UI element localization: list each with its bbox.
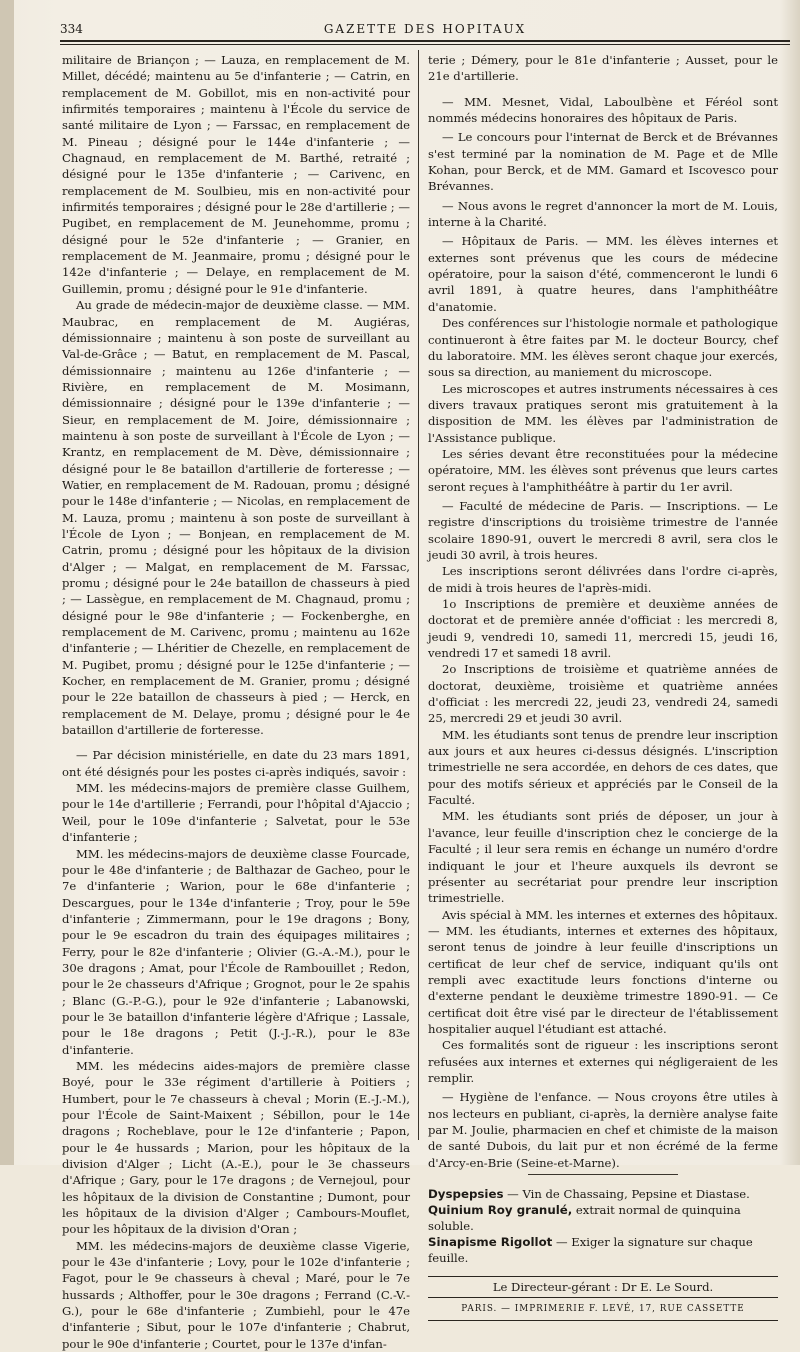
ad-text: — Exiger la signature sur chaque feuille. xyxy=(428,1235,753,1266)
ad-line xyxy=(428,1202,778,1234)
paragraph: 2o Inscriptions de troisième et quatrième années de doctorat, deuxième, troisième et quatrième années d'officiat : les mercredi 22, jeudi 23, vendredi 24, samedi 25, mercredi 29 et jeudi 30 avril. xyxy=(428,662,778,726)
header-rule-thick xyxy=(60,40,790,42)
paragraph: MM. les médecins-majors de deuxième classe Fourcade, pour le 48e d'infanterie ; de Balthazar de Gacheo, pour le 7e d'infanterie ; Warion, pour le 68e d'infanterie ; Descargues, pour le 134e d'infanterie ; Troy, pour le 59e d'infanterie ; Zimmermann, pour le 19e dragons ; Bony, pour le 9e escadron du train des équipages militaires ; Ferry, pour le 82e d'infanterie ; Olivier (G.-A.-M.), pour le 30e dragons ; Amat, pour l'École de Rambouillet ; Redon, pour le 2e chasseurs d'Afrique ; Grognot, pour le 2e spahis ; Blanc (G.-P.-G.), pour le 92e d'infanterie ; Labanowski, pour le 3e bataillon d'infanterie légère d'Afrique ; Lassale, pour le 18e dragons ; Petit (J.-J.-R.), pour le 83e d'infanterie. xyxy=(62,846,410,1057)
ad-product-name: Dyspepsies xyxy=(428,1187,504,1202)
left-column xyxy=(62,52,410,1352)
signature-rule xyxy=(428,1276,778,1277)
paragraph: Les inscriptions seront délivrées dans l'ordre ci-après, de midi à trois heures de l'après-midi. xyxy=(428,564,778,595)
right-column xyxy=(428,52,778,1321)
section-separator xyxy=(528,1174,678,1175)
paragraph: Les microscopes et autres instruments nécessaires à ces divers travaux pratiques seront mis gratuitement à la disposition de MM. les élèves par l'administration de l'Assistance publique. xyxy=(428,381,778,445)
binding-gutter xyxy=(0,0,14,1165)
ad-product-name: Quinium Roy granulé, xyxy=(428,1203,573,1218)
paragraph: MM. les étudiants sont priés de déposer, un jour à l'avance, leur feuille d'inscription chez le concierge de la Faculté ; il leur sera remis en échange un numéro d'ordre indiquant le jour et l'heure auxquels ils devront se présenter au secrétariat pour prendre leur inscription trimestrielle. xyxy=(428,809,778,906)
page-number: 334 xyxy=(60,22,83,36)
paragraph: — Par décision ministérielle, en date du 23 mars 1891, ont été désignés pour les postes ci-après indiqués, savoir : xyxy=(62,748,410,779)
paragraph: Avis spécial à MM. les internes et externes des hôpitaux. — MM. les étudiants, internes et externes des hôpitaux, seront tenus de joindre à leur feuille d'inscriptions un certificat de leur chef de service, indiquant qu'ils ont rempli avec exactitude leurs fonctions d'interne ou d'externe pendant le deuxième trimestre 1890-91. — Ce certificat doit être visé par le directeur de l'établissement hospitalier auquel l'étudiant est attaché. xyxy=(428,907,778,1036)
paragraph: MM. les médecins aides-majors de première classe Boyé, pour le 33e régiment d'artillerie à Poitiers ; Humbert, pour le 7e chasseurs à cheval ; Morin (E.-J.-M.), pour l'École de Saint-Maixent ; Sébillon, pour le 14e dragons ; Rocheblave, pour le 12e d'infanterie ; Papon, pour le 4e hussards ; Marion, pour les hôpitaux de la division d'Alger ; Licht (A.-E.), pour le 3e chasseurs d'Afrique ; Gary, pour le 17e dragons ; de Vernejoul, pour les hôpitaux de la division de Constantine ; Dumont, pour les hôpitaux de la division d'Alger ; Cambours-Mouflet, pour les hôpitaux de la division d'Oran ; xyxy=(62,1058,410,1237)
paragraph: — Hôpitaux de Paris. — MM. les élèves internes et externes sont prévenus que les cours de médecine opératoire, pour la saison d'été, commenceront le lundi 6 avril 1891, à quatre heures, dans l'amphithéâtre d'anatomie. xyxy=(428,234,778,314)
paragraph: MM. les médecins-majors de deuxième classe Vigerie, pour le 43e d'infanterie ; Lovy, pour le 102e d'infanterie ; Fagot, pour le 9e chasseurs à cheval ; Maré, pour le 7e hussards ; Althoffer, pour le 30e dragons ; Ferrand (C.-V.-G.), pour le 68e d'infanterie ; Zumbiehl, pour le 47e d'infanterie ; Sibut, pour le 107e d'infanterie ; Chabrut, pour le 90e d'infanterie ; Courtet, pour le 137e d'infan- xyxy=(62,1238,410,1351)
page-title: GAZETTE DES HOPITAUX xyxy=(323,22,527,36)
paragraph: Les séries devant être reconstituées pour la médecine opératoire, MM. les élèves sont prévenus que leurs cartes seront reçues à l'amphithéâtre à partir du 1er avril. xyxy=(428,446,778,494)
paragraph: — MM. Mesnet, Vidal, Laboulbène et Féréol sont nommés médecins honoraires des hôpitaux de Paris. xyxy=(428,94,778,126)
paragraph: — Faculté de médecine de Paris. — Inscriptions. — Le registre d'inscriptions du troisième trimestre de l'année scolaire 1890-91, ouvert le mercredi 8 avril, sera clos le jeudi 30 avril, à trois heures. xyxy=(428,498,778,562)
paragraph: 1o Inscriptions de première et deuxième années de doctorat et de première année d'officiat : les mercredi 8, jeudi 9, vendredi 10, samedi 11, mercredi 15, jeudi 16, vendredi 17 et samedi 18 avril. xyxy=(428,597,778,661)
advertisements xyxy=(428,1186,778,1266)
ad-text: extrait normal de quinquina soluble. xyxy=(428,1203,741,1234)
paragraph: terie ; Démery, pour le 81e d'infanterie ; Ausset, pour le 21e d'artillerie. xyxy=(428,53,778,84)
paragraph: militaire de Briançon ; — Lauza, en remplacement de M. Millet, décédé; maintenu au 5e d'infanterie ; — Catrin, en remplacement de M. Gobillot, mis en non-activité pour infirmités temporaires ; maintenu à l'École du service de santé militaire de Lyon ; — Farssac, en remplacement de M. Pineau ; désigné pour le 144e d'infanterie ; — Chagnaud, en remplacement de M. Barthé, retraité ; désigné pour le 135e d'infanterie ; — Carivenc, en remplacement de M. Soulbieu, mis en non-activité pour infirmités temporaires ; désigné pour le 28e d'artillerie ; — Pugibet, en remplacement de M. Jeunehomme, promu ; désigné pour le 52e d'infanterie ; — Granier, en remplacement de M. Jeanmaire, promu ; désigné pour le 142e d'infanterie ; — Delaye, en remplacement de M. Guillemin, promu ; désigné pour le 91e d'infanterie. xyxy=(62,53,410,296)
printer-rule xyxy=(428,1297,778,1298)
header-rule-thin xyxy=(60,44,790,45)
printer-imprint: PARIS. — IMPRIMERIE F. LEVÉ, 17, RUE CASSETTE xyxy=(461,1304,745,1315)
paragraph: — Nous avons le regret d'annoncer la mort de M. Louis, interne à la Charité. xyxy=(428,198,778,230)
ad-line xyxy=(428,1234,778,1266)
ad-text: — Vin de Chassaing, Pepsine et Diastase. xyxy=(503,1187,750,1202)
column-divider xyxy=(418,50,419,1140)
paragraph: MM. les étudiants sont tenus de prendre leur inscription aux jours et aux heures ci-dessus désignés. L'inscription trimestrielle ne sera accordée, en dehors de ces dates, que pour des motifs sérieux et appréciés par le Conseil de la Faculté. xyxy=(428,727,778,808)
director-signature: Le Directeur-gérant : Dr E. Le Sourd. xyxy=(492,1280,714,1295)
ad-line xyxy=(428,1186,778,1202)
paragraph: — Hygiène de l'enfance. — Nous croyons être utiles à nos lecteurs en publiant, ci-après, la dernière analyse faite par M. Joulie, pharmacien en chef et chimiste de la maison de santé Dubois, du lait pur et non écrémé de la ferme d'Arcy-en-Brie (Seine-et-Marne). xyxy=(428,1090,778,1170)
paragraph: — Le concours pour l'internat de Berck et de Brévannes s'est terminé par la nomination de M. Page et de Mlle Kohan, pour Berck, et de MM. Gamard et Iscovesco pour Brévannes. xyxy=(428,130,778,194)
paragraph: MM. les médecins-majors de première classe Guilhem, pour le 14e d'artillerie ; Ferrandi, pour l'hôpital d'Ajaccio ; Weil, pour le 109e d'infanterie ; Salvetat, pour le 53e d'infanterie ; xyxy=(62,781,410,845)
end-rule xyxy=(428,1320,778,1321)
paragraph: Des conférences sur l'histologie normale et pathologique continueront à être faites par M. le docteur Bourcy, chef du laboratoire. MM. les élèves seront chaque jour exercés, sous sa direction, au maniement du microscope. xyxy=(428,316,778,380)
paragraph: Au grade de médecin-major de deuxième classe. — MM. Maubrac, en remplacement de M. Augiéras, démissionnaire ; maintenu à son poste de surveillant au Val-de-Grâce ; — Batut, en remplacement de M. Pascal, démissionnaire ; maintenu au 126e d'infanterie ; — Rivière, en remplacement de M. Mosimann, démissionnaire ; désigné pour le 139e d'infanterie ; — Sieur, en remplacement de M. Joire, démissionnaire ; maintenu à son poste de surveillant à l'École de Lyon ; — Krantz, en remplacement de M. Dève, démissionnaire ; désigné pour le 8e bataillon d'artillerie de forteresse ; — Watier, en remplacement de M. Radouan, promu ; désigné pour le 148e d'infanterie ; — Nicolas, en remplacement de M. Lauza, promu ; maintenu à son poste de surveillant à l'École de Lyon ; — Bonjean, en remplacement de M. Catrin, promu ; désigné pour les hôpitaux de la division d'Alger ; — Malgat, en remplacement de M. Farssac, promu ; désigné pour le 24e bataillon de chasseurs à pied ; — Lassègue, en remplacement de M. Chagnaud, promu ; désigné pour le 98e d'infanterie ; — Fockenberghe, en remplacement de M. Carivenc, promu ; maintenu au 162e d'infanterie ; — Lhéritier de Chezelle, en remplacement de M. Pugibet, promu ; désigné pour le 125e d'infanterie ; — Kocher, en remplacement de M. Granier, promu ; désigné pour le 22e bataillon de chasseurs à pied ; — Herck, en remplacement de M. Delaye, promu ; désigné pour le 4e bataillon d'artillerie de forteresse. xyxy=(62,298,410,738)
ad-product-name: Sinapisme Rigollot xyxy=(428,1235,553,1250)
page-header xyxy=(60,22,790,40)
paragraph: Ces formalités sont de rigueur : les inscriptions seront refusées aux internes et externes qui négligeraient de les remplir. xyxy=(428,1038,778,1085)
